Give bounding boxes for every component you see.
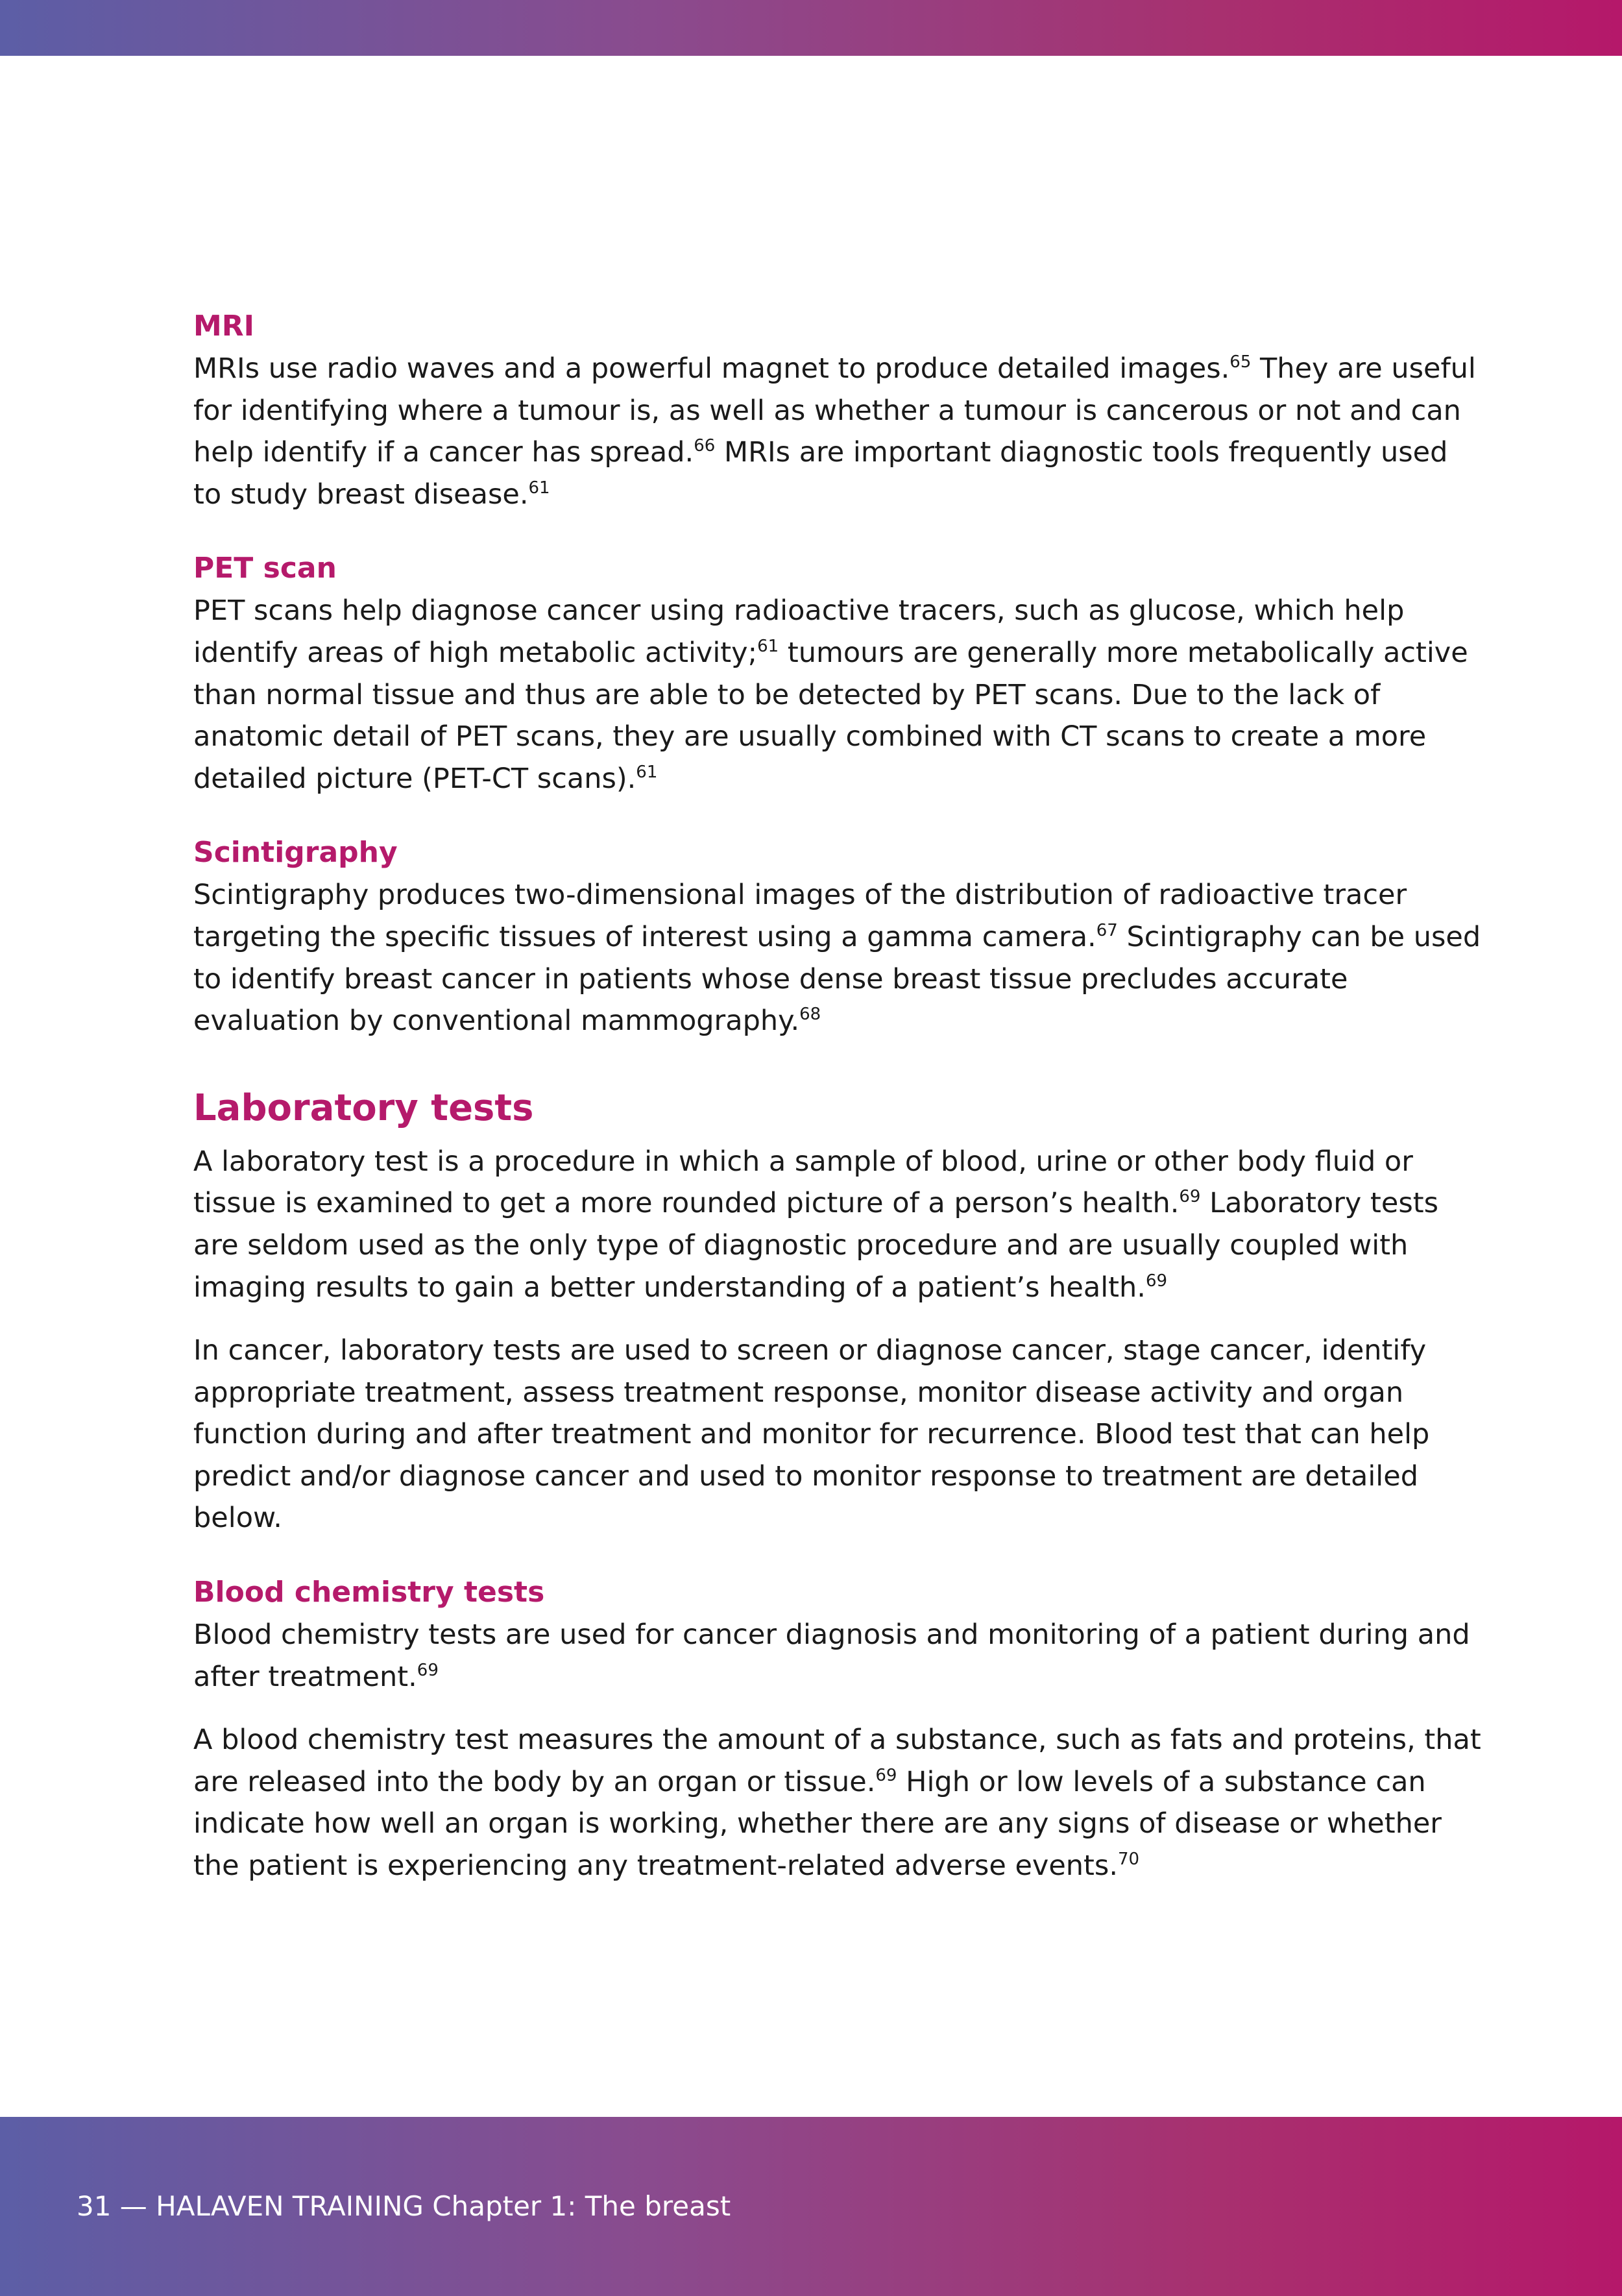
- text-line: [193, 1766, 1426, 1798]
- text-segment: Scintigraphy produces two-dimensional images of the distribution of radioactive tracer: [193, 879, 1407, 912]
- text-segment: tissue is examined to get a more rounded picture of a person’s health.: [193, 1187, 1180, 1220]
- text-segment: the patient is experiencing any treatment-related adverse events.: [193, 1850, 1118, 1883]
- text-segment: to identify breast cancer in patients whose dense breast tissue precludes accurate: [193, 962, 1348, 995]
- citation-number: 69: [1179, 1187, 1201, 1207]
- text-segment: PET scans help diagnose cancer using radioactive tracers, such as glucose, which help: [193, 594, 1405, 628]
- text-line: [193, 1229, 1408, 1262]
- text-line: [193, 1145, 1413, 1178]
- text-line: [193, 1661, 439, 1693]
- text-segment: appropriate treatment, assess treatment response, monitor disease activity and organ: [193, 1376, 1404, 1409]
- blood-chemistry-heading: Blood chemistry tests: [193, 1576, 545, 1609]
- text-segment: A laboratory test is a procedure in which a sample of blood, urine or other body fluid or: [193, 1145, 1413, 1178]
- citation-number: 68: [799, 1005, 821, 1025]
- footer-page-label: 31 — HALAVEN TRAINING Chapter 1: The breast: [77, 2190, 731, 2222]
- text-line: [193, 963, 1348, 995]
- text-line: [193, 436, 1447, 469]
- text-segment: MRIs use radio waves and a powerful magnet to produce detailed images.: [193, 352, 1230, 385]
- text-segment: below.: [193, 1502, 282, 1535]
- text-segment: identify areas of high metabolic activity;: [193, 636, 758, 669]
- text-line: [193, 1460, 1418, 1493]
- text-segment: to study breast disease.: [193, 478, 529, 511]
- text-segment: predict and/or diagnose cancer and used to monitor response to treatment are detailed: [193, 1459, 1418, 1493]
- text-segment: imaging results to gain a better understanding of a patient’s health.: [193, 1271, 1146, 1304]
- citation-number: 67: [1096, 920, 1118, 940]
- text-line: [193, 352, 1476, 385]
- blood-chemistry-paragraph-2: [193, 1719, 1481, 1887]
- mri-heading: MRI: [193, 310, 255, 343]
- text-line: [193, 1807, 1442, 1840]
- text-segment: In cancer, laboratory tests are used to screen or diagnose cancer, stage cancer, identify: [193, 1334, 1427, 1367]
- laboratory-tests-paragraph-1: [193, 1141, 1459, 1308]
- citation-number: 61: [757, 636, 779, 656]
- text-segment: for identifying where a tumour is, as well as whether a tumour is cancerous or not and can: [193, 394, 1461, 427]
- text-line: [193, 1618, 1470, 1651]
- text-segment: Laboratory tests: [1200, 1187, 1439, 1220]
- text-segment: anatomic detail of PET scans, they are usually combined with CT scans to create a more: [193, 720, 1427, 753]
- citation-number: 61: [528, 478, 550, 498]
- text-line: [193, 1005, 821, 1037]
- text-segment: Scintigraphy can be used: [1117, 920, 1481, 953]
- text-line: [193, 1334, 1426, 1367]
- header-band: [0, 0, 1622, 56]
- text-line: [193, 1376, 1403, 1409]
- text-line: [193, 1187, 1438, 1219]
- text-line: [193, 1271, 1167, 1304]
- text-line: [193, 1418, 1429, 1450]
- citation-number: 69: [1145, 1271, 1168, 1291]
- text-line: [193, 637, 1468, 669]
- text-segment: They are useful: [1251, 352, 1476, 385]
- text-segment: detailed picture (PET-CT scans).: [193, 762, 636, 795]
- scintigraphy-paragraph: [193, 874, 1481, 1042]
- text-line: [193, 921, 1481, 953]
- text-line: [193, 763, 657, 795]
- text-line: [193, 478, 550, 511]
- text-segment: MRIs are important diagnostic tools frequently used: [715, 436, 1448, 469]
- text-line: [193, 1724, 1481, 1756]
- citation-number: 66: [694, 436, 716, 456]
- text-segment: than normal tissue and thus are able to be detected by PET scans. Due to the lack of: [193, 678, 1381, 711]
- text-segment: evaluation by conventional mammography.: [193, 1005, 800, 1038]
- text-line: [193, 594, 1404, 627]
- text-line: [193, 879, 1407, 911]
- pet-scan-heading: PET scan: [193, 552, 337, 585]
- text-segment: function during and after treatment and monitor for recurrence. Blood test that can help: [193, 1418, 1430, 1451]
- text-segment: tumours are generally more metabolically active: [779, 636, 1468, 669]
- citation-number: 69: [417, 1660, 439, 1680]
- page-content: [193, 305, 1481, 1919]
- text-line: [193, 395, 1461, 427]
- text-segment: are released into the body by an organ or tissue.: [193, 1765, 876, 1798]
- text-segment: A blood chemistry test measures the amount of a substance, such as fats and proteins, that: [193, 1724, 1481, 1757]
- citation-number: 69: [875, 1765, 897, 1785]
- text-segment: targeting the specific tissues of interest using a gamma camera.: [193, 920, 1096, 953]
- text-segment: help identify if a cancer has spread.: [193, 436, 694, 469]
- text-line: [193, 679, 1380, 711]
- text-segment: are seldom used as the only type of diagnostic procedure and are usually coupled with: [193, 1228, 1409, 1262]
- text-segment: indicate how well an organ is working, whether there are any signs of disease or whether: [193, 1807, 1442, 1840]
- citation-number: 61: [636, 762, 658, 782]
- text-segment: after treatment.: [193, 1660, 417, 1693]
- text-line: [193, 720, 1426, 753]
- text-segment: Blood chemistry tests are used for cancer diagnosis and monitoring of a patient during and: [193, 1618, 1470, 1652]
- mri-paragraph: [193, 348, 1476, 515]
- blood-chemistry-paragraph-1: [193, 1614, 1470, 1698]
- pet-scan-paragraph: [193, 590, 1468, 800]
- citation-number: 65: [1229, 352, 1252, 372]
- scintigraphy-heading: Scintigraphy: [193, 836, 398, 870]
- citation-number: 70: [1117, 1850, 1140, 1870]
- text-line: [193, 1502, 282, 1534]
- laboratory-tests-paragraph-2: [193, 1330, 1459, 1539]
- text-segment: High or low levels of a substance can: [897, 1765, 1426, 1798]
- text-line: [193, 1850, 1139, 1882]
- laboratory-tests-heading: Laboratory tests: [193, 1086, 534, 1129]
